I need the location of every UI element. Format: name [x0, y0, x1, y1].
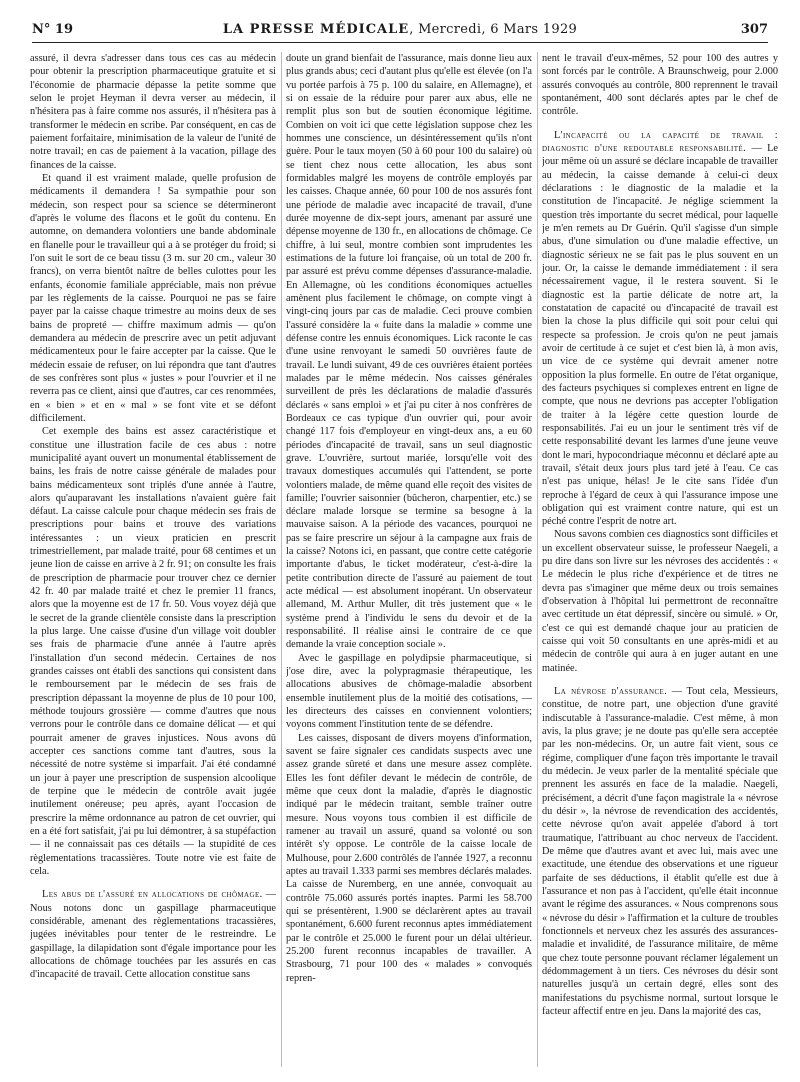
section-heading: Les abus de l'assuré en allocations de chômage. — [42, 889, 263, 901]
running-title — [32, 22, 768, 37]
section-heading: L'incapacité ou la capacité de travail : diagnostic d'une redoutable responsabilité. — [542, 129, 778, 154]
paragraph: assuré, il devra s'adresser dans tous ces cas au médecin pour obtenir la prescription pharmaceutique gratuite et si l'économie de pharmacie dépasse la petite somme que selon le projet Heyman il devra verser au médecin, il n'hésitera pas à faire comme nos assurés, il n'hésitera pas à transformer le médecin en scribe. Par conséquent, en cas de paiement forfaitaire, minimisation de la valeur de l'unité de notre travail; en cas de paiement à la vacation, pillage des finances de la caisse. — [30, 53, 276, 171]
section-text: — Tout cela, Messieurs, constitue, de notre part, une objection d'une gravité indiscutable à l'assurance-maladie. C'est même, à mon avis, la plus grave; je ne doute pas qu'elle sera acceptée par les non-médecins. Or, un autre fait vient, sous ce régime, compliquer d'une façon très importante le travail du médecin. Je veux parler de la mentalité spéciale que prennent les assurés en face de la maladie. Naegeli, précisément, a décrit d'une façon magistrale la « névrose du désir », la névrose de revendication des accidentés, cette névrose qu'on avait appelée d'abord à tort traumatique, l'attribuant au choc nerveux de l'accident. De même que d'autres avant et avec lui, mais avec une exactitude, une étendue des observations et une rigueur parfaite de ses déductions, il établit qu'elle est due à l'assurance et non pas à l'accident, qu'elle était inconnue avant le régime des assurances. « Nous comprenons sous « névrose du désir » l'affirmation et la culture de troubles fonctionnels et nerveux chez les assurés des assurances-maladie et invalidité, de l'assurance militaire, de même que chez toute personne pouvant réclamer légalement un dédommagement à un tiers. Ces névroses du désir sont naturelles jusqu'à un certain degré, elles sont des manifestations du psychisme normal, surtout lorsque le facteur affectif entre en jeu. Dans la majorité des cas, — [542, 686, 778, 1017]
section-text: — Nous notons donc un gaspillage pharmaceutique considérable, amenant des règlementations tracassières, jugées inévitables pour tenter de le restreindre. Le gaspillage, la dilapidation sont d'égale importance pour les allocations de chômage touchées par les assurés en cas d'incapacité de travail. Cette allocation constitue sans — [30, 889, 276, 981]
paragraph: Avec le gaspillage en polydipsie pharmaceutique, si j'ose dire, avec la polypragmasie thérapeutique, les allocations abusives de chômage-maladie absorbent ensemble inutilement plus de la moitié des cotisations, — les directeurs des caisses en conviennent volontiers; voyons comment l'institution tente de se défendre. — [286, 652, 532, 731]
column-rule-1 — [281, 52, 282, 1067]
page-header — [32, 20, 768, 43]
page-number: 307 — [740, 22, 768, 37]
text-column-1 — [30, 52, 276, 1072]
issue-number: N° 19 — [32, 22, 73, 37]
paragraph: Et quand il est vraiment malade, quelle profusion de médicaments il demandera ! Sa sympathie pour son médecin, son respect pour sa science se détermineront d'après le volume des flacons et le goût du contenu. En automne, on demandera volontiers une bande abdominale en flanelle pour le travailleur qui a à se protéger du froid; si l'on suit le sort de ce beau tissu (3 m. sur 20 cm., valeur 30 francs), on verra bientôt naître de belles culottes pour les enfants, économie familiale appréciable, mais non prévue par les règlements de la caisse. Pourquoi ne pas se faire payer par la caisse chaque trimestre au moins deux de ses bains de propreté — chiffre maximum admis — qu'on demandera au médecin de prescrire avec un petit adjuvant médicamenteux pour le faire accepter par la caisse. Que le médecin essaie de refuser, on lui répondra que tant d'autres de ses confrères sont plus « justes » pour l'ouvrier et il ne reverra pas ce client, ainsi que d'autres, car ces renommées, en « bien » et en « mal » se font vite et se défont difficilement. — [30, 172, 276, 424]
paragraph: Cet exemple des bains est assez caractéristique et constitue une illustration facile de ces abus : notre municipalité ayant ouvert un monumental établissement de bains, les frais de notre caisse générale de malades pour bains médicamenteux sont triplés d'une année à l'autre, alors qu'auparavant les installations n'avaient guère fait défaut. La caisse calcule pour chaque médecin ses frais de prescriptions pour bains et trouve des variations intéressantes : un vieux praticien en prescrit trimestriellement, par malade traité, pour 68 centimes et un jeune lion de caisse en arrive à 2 fr. 91; on consulte les frais de prescription de pharmacie pour trouver chez ce dernier 42 fr. 40 par malade traité et chez le premier 11 francs, alors que la moyenne est de 17 fr. 50. Vous voyez déjà que le secret de la grande clientèle consiste dans la prescription la plus large. Une caisse d'usine d'un village voit doubler ses frais de pharmacie d'une année à l'autre après l'installation d'un second médecin. Certaines de nos grandes caisses ont établi des sanctions qui consistent dans le remboursement par le médecin de ses frais de prescription dépassant la moyenne de plus de 10 pour 100, méthode toujours grossière — comme d'autres que nous verrons pour le contrôle dans ce domaine délicat — et qui pourrait amener de graves injustices. Nous avons dû accepter ces sanctions comme tant d'autres, sous la nécessité de notre système si imparfait. J'ai été condamné un jour à payer une prescription de suspension alcoolique de terpine que le médecin de contrôle avait jugée inutilement onéreuse; peu après, ayant l'occasion de prescrire la même ordonnance au patron de cet ouvrier, qui en a été fort satisfait, j'ai pu lui démontrer, à sa stupéfaction — il ne connaissait pas ces détails — la stupidité de ces règlementations tracassières. Toute notre vie est faite de cela. — [30, 426, 276, 878]
section-paragraph — [542, 129, 778, 529]
journal-name: LA PRESSE MÉDICALE — [222, 22, 410, 37]
paragraph: doute un grand bienfait de l'assurance, mais donne lieu aux plus grands abus; ceci d'autant plus qu'elle est élevée (on l'a vu portée parfois à 75 p. 100 du salaire, en Allemagne), et si on essaie de la réduire pour parer aux abus, elle ne remplit plus son but de soutien économique légitime. Combien on voit ici que cette législation suppose chez les hommes une conscience, un désintéressement qu'ils n'ont guère. Pour le taux moyen (50 à 60 pour 100 du salaire) où se tient chez nous cette allocation, les abus sont formidables malgré les moyens de contrôle employés par les caisses. Chaque année, 60 pour 100 de nos assurés font une période de maladie avec incapacité de travail, d'une durée moyenne de dix-sept jours, amenant par assuré une dépense moyenne de 130 fr., en allocations de chômage. Ce chiffre, à lui seul, montre combien sont imprudentes les estimations de la future loi française, où un total de 200 fr. par assuré est prévu comme dépenses d'assurance-maladie. En Allemagne, où les conditions économiques actuelles amènent plus facilement le chômage, on compte vingt à vingt-cinq jours par cas de maladie. Ceci prouve combien l'assuré considère la « fuite dans la maladie » comme une défense contre les ennuis économiques. Lick raconte le cas d'une usine renvoyant le samedi 50 ouvrières faute de travail. Le lundi suivant, 49 de ces ouvrières étaient portées malades par le même médecin. Nos caisses générales surveillent de près les déclarations de maladie d'assurés déclarés « sans emploi » et j'ai pu citer à nos confrères de Bordeaux ce cas typique d'un ouvrier qui, pour avoir changé 117 fois d'employeur en vingt-deux ans, a eu 60 périodes d'incapacité de travail, sans un seul diagnostic grave. L'ouvrière, surtout mariée, lorsqu'elle voit des travaux domestiques accumulés qui l'attendent, se porte volontiers malade, de même quand elle reçoit des visites de famille; l'ouvrier saisonnier (bûcheron, charpentier, etc.) se déclare malade lorsque se termine sa besogne à la mauvaise saison. A la période des vacances, pourquoi ne pas se faire prescrire un séjour à la campagne aux frais de la caisse? Notons ici, en passant, que contre cette catégorie importante d'abus, le ticket modérateur, c'est-à-dire la petite contribution directe de l'assuré au paiement de tout acte médical — est absolument inopérant. Un observateur allemand, M. Arthur Muller, dit très justement que « le système prend à l'individu le sens du devoir et de la responsabilité. Il réalise ainsi le contraire de ce que demande la vraie conception sociale ». — [286, 53, 532, 651]
section-paragraph — [30, 888, 276, 981]
paragraph: Nous savons combien ces diagnostics sont difficiles et un excellent observateur suisse, le professeur Naegeli, a pu dire dans son livre sur les névroses des accidentés : « Le médecin le plus riche d'expérience et de titres ne devra pas s'imaginer que même deux ou trois semaines d'observation à l'hôpital lui permettront de reconnaître avec certitude un état dépressif, sincère ou simulé. » Or, c'est ce qui est demandé chaque jour au praticien de caisse qui voit 50 consultants en une après-midi et au médecin de contrôle qui aura à en juger autant en une matinée. — [542, 529, 778, 674]
text-column-2 — [286, 52, 532, 1072]
section-text: — Le jour même où un assuré se déclare incapable de travailler au médecin, la caisse demande à celui-ci deux déclarations : le diagnostic de la maladie et la constitution de l'incapacité. Je néglige sciemment la question très importante du secret médical, pour laquelle je m'en remets au Dr Guérin. Qu'il s'agisse d'un simple abus, d'une simulation ou d'une maladie effective, un diagnostic sérieux ne se fait pas le plus souvent en un jour. Or, la caisse le demande immédiatement : il sera nécessairement vague, il le restera souvent. Si le diagnostic est la partie délicate de notre art, la constatation de capacité ou d'incapacité de travail est bien la chose la plus difficile qui soit pour celui qui respecte sa profession. Je crois qu'on ne peut jamais avoir de certitude à ce sujet et c'est bien là, à mon avis, un vice de ce système qui devrait amener notre opposition la plus formelle. En outre de l'état organique, des facteurs psychiques si complexes entrent en ligne de compte, que nous ne devrions pas accepter l'obligation de traiter à la légère cette question lourde de responsabilités. J'ai eu un jour le sentiment très vif de cette responsabilité devant les larmes d'une jeune veuve dont le mari, hypocondriaque méconnu et déclaré apte au travail, s'était deux jours plus tard jeté à l'eau. Ce cas n'est pas unique, hélas! Je le cite sans l'idée d'un reproche à l'égard de ceux à qui l'assurance impose une obligation qui est vraiment contre nature, qui est un péché contre l'esprit de notre art. — [542, 142, 778, 528]
paragraph: Les caisses, disposant de divers moyens d'information, savent se faire signaler ces candidats suspects avec une assez grande sûreté et dans une mesure assez complète. Elles les font défiler devant le médecin de contrôle, de même que ceux dont la maladie, d'après le diagnostic indiqué par le médecin traitant, semble traîner outre mesure. Nous voyons tous combien il est difficile de ramener au travail un assuré, quand sa volonté ou son intérêt s'y oppose. Le contrôle de la caisse locale de Mulhouse, pour 2.600 contrôlés de l'année 1927, a reconnu aptes au travail 1.333 parmi ses membres déclarés malades. La caisse de Nuremberg, en une année, convoquait au contrôle 75.060 assurés portés inaptes. Parmi les 58.700 qui se présentèrent, 1.900 se déclarèrent aptes au travail spontanément, 6.600 furent reconnus aptes immédiatement par le contrôle et 25.000 le furent pour un délai ultérieur. 25.200 furent reconnus incapables de travailler. A Strasbourg, 71 pour 100 des « malades » convoqués repren- — [286, 732, 532, 984]
text-column-3 — [542, 52, 778, 1072]
column-rule-2 — [537, 52, 538, 1067]
section-paragraph — [542, 685, 778, 1018]
paragraph: nent le travail d'eux-mêmes, 52 pour 100 des autres y sont forcés par le contrôle. A Braunschweig, pour 2.000 assurés convoqués au contrôle, 800 reprennent le travail spontanément, 400 sont déclarés aptes par le chef de contrôle. — [542, 53, 778, 118]
section-heading: La névrose d'assurance. — [554, 686, 668, 698]
issue-date: , Mercredi, 6 Mars 1929 — [409, 22, 578, 37]
